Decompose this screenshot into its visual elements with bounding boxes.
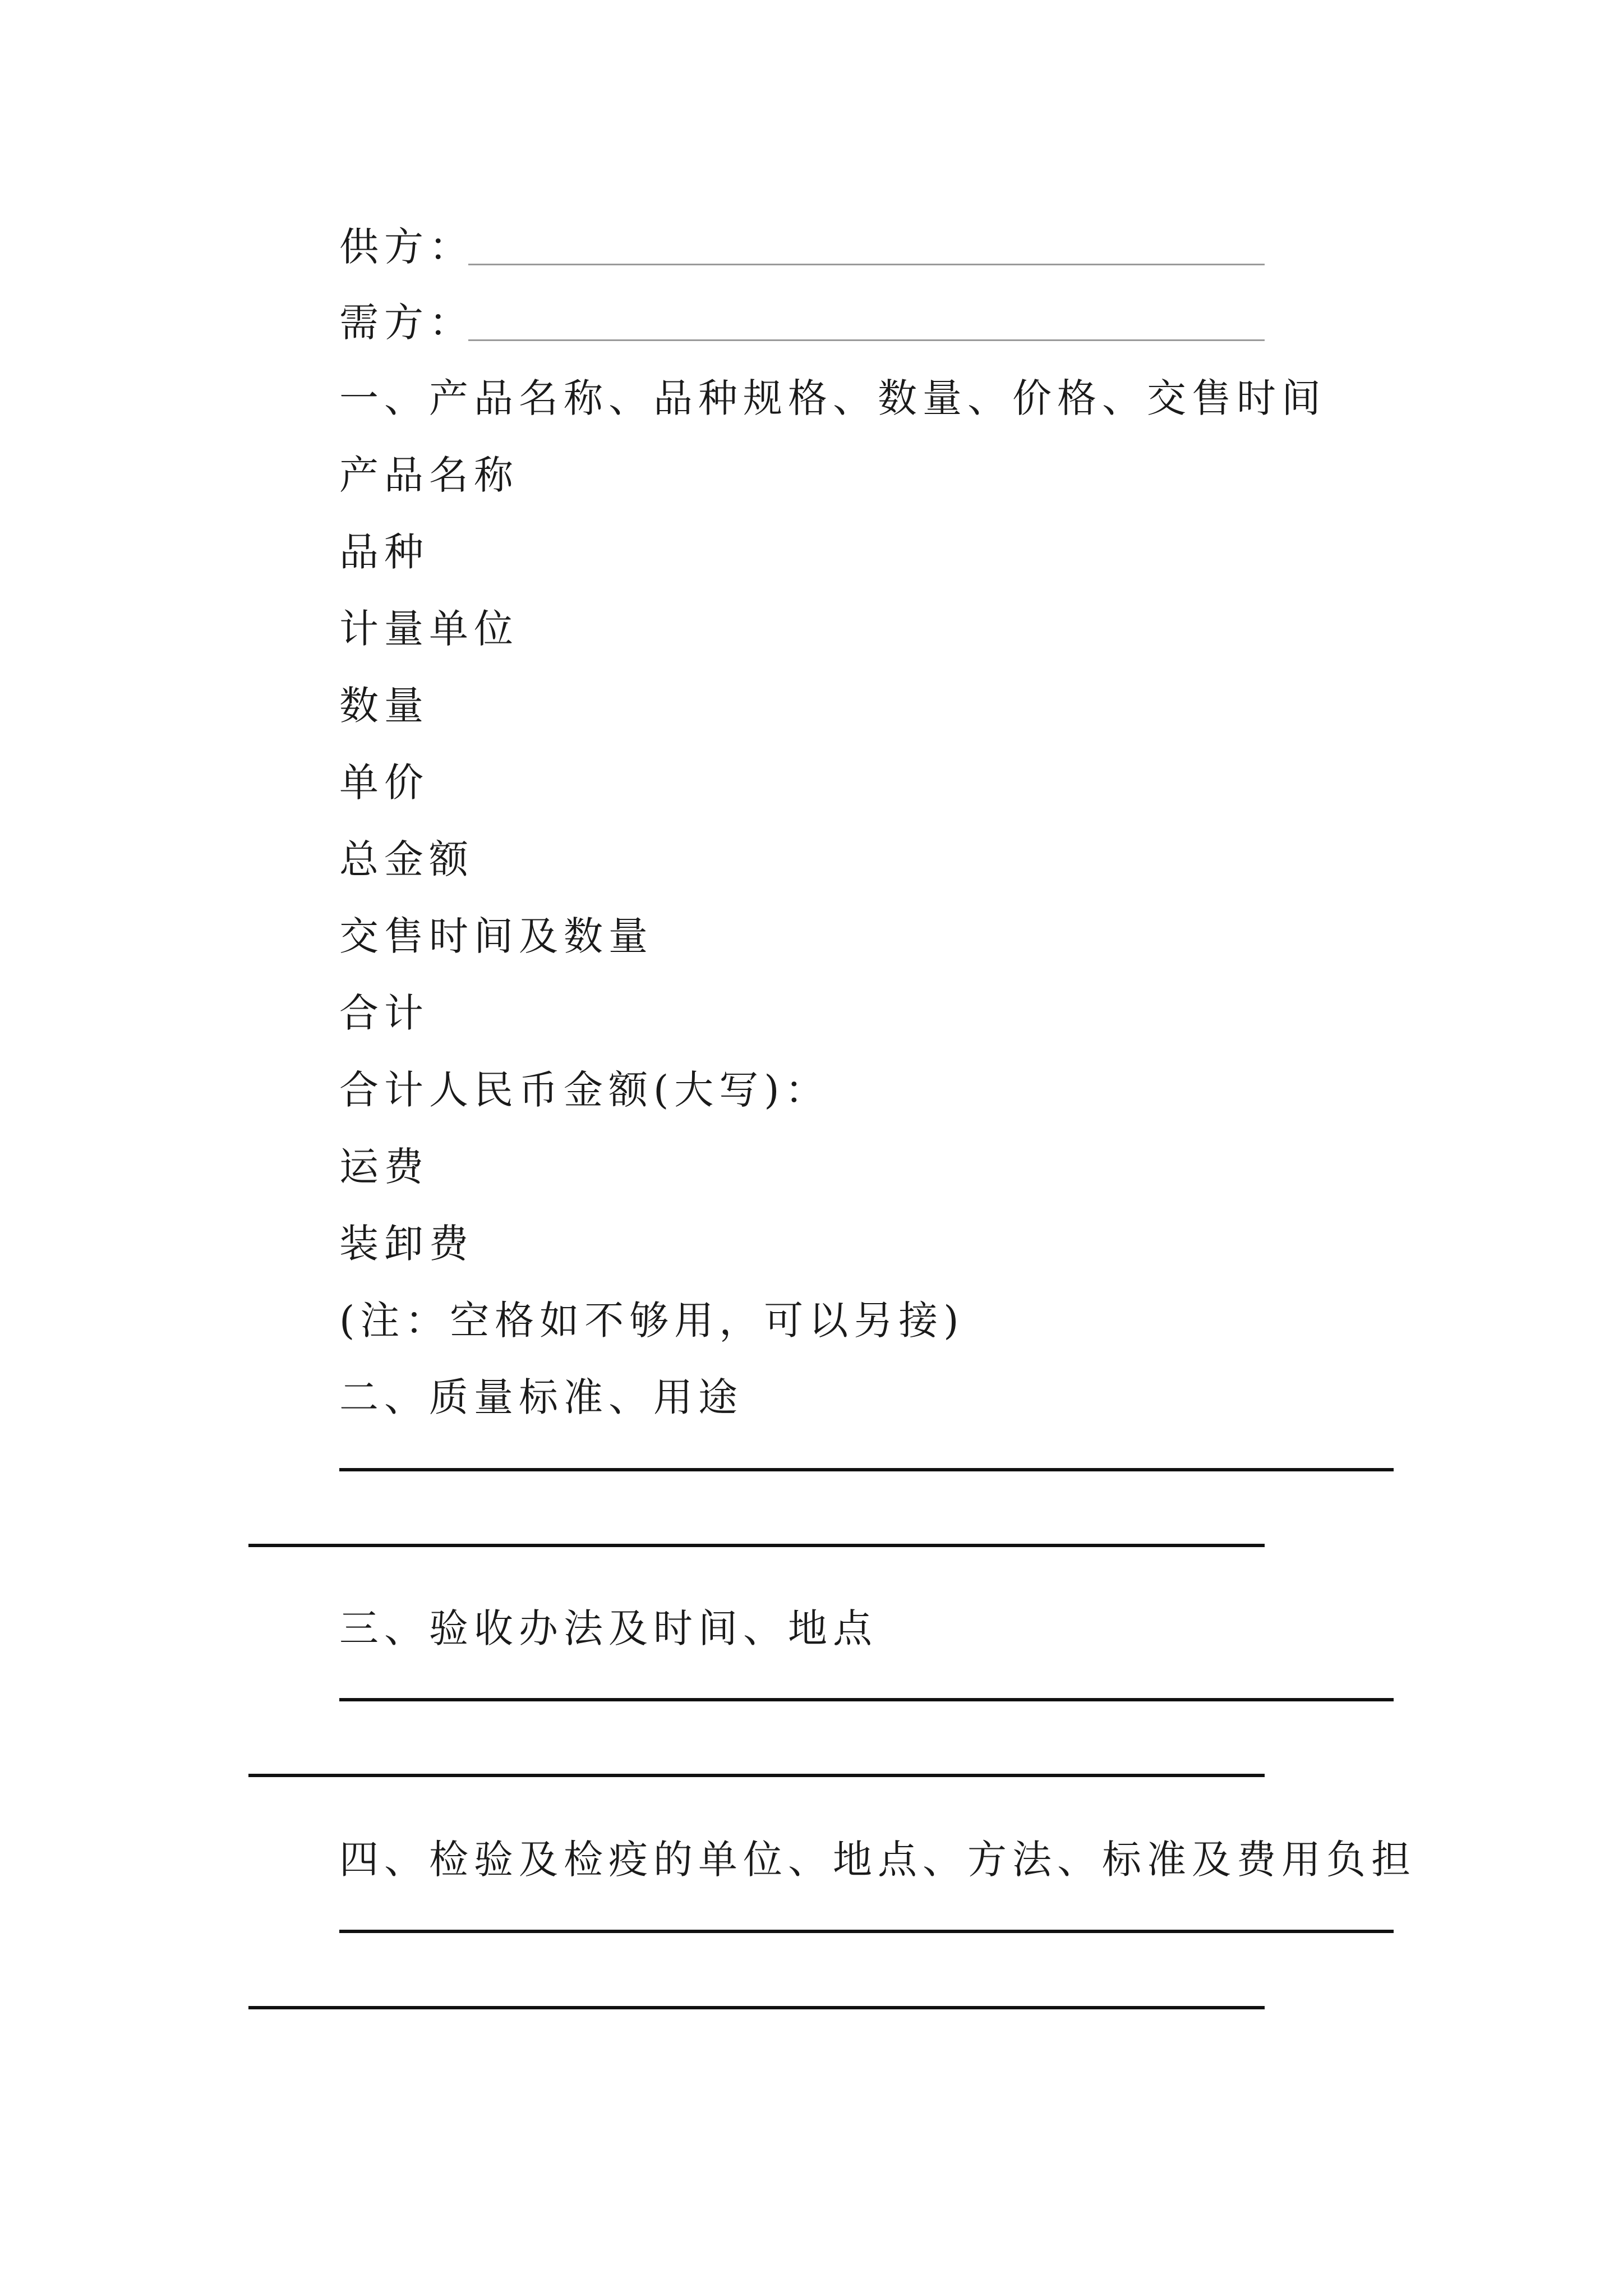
section2-blank-line-2[interactable] [248,1544,1265,1547]
field-handling-fee: 装卸费 [339,1221,474,1267]
section3-blank-line-2[interactable] [248,1774,1265,1777]
section2-heading: 二、质量标准、用途 [339,1374,743,1420]
buyer-blank-line[interactable] [468,339,1265,341]
field-freight: 运费 [339,1144,429,1190]
section4-blank-line-1[interactable] [339,1930,1394,1933]
section3-blank-line-1[interactable] [339,1698,1394,1701]
field-subtotal: 合计 [339,990,429,1036]
field-total-amount: 总金额 [339,836,474,882]
field-quantity: 数量 [339,683,429,729]
field-unit-price: 单价 [339,760,429,806]
field-variety: 品种 [339,529,429,575]
buyer-label: 需方： [339,300,474,346]
section1-heading: 一、产品名称、品种规格、数量、价格、交售时间 [339,375,1326,421]
field-total-rmb-capital: 合计人民币金额(大写)： [339,1067,830,1113]
supplier-label: 供方： [339,224,474,270]
field-note: (注：空格如不够用，可以另接) [339,1297,965,1343]
section4-heading: 四、检验及检疫的单位、地点、方法、标准及费用负担 [339,1837,1416,1883]
field-unit: 计量单位 [339,606,519,652]
section3-heading: 三、验收办法及时间、地点 [339,1605,878,1651]
section4-blank-line-2[interactable] [248,2006,1265,2009]
field-product-name: 产品名称 [339,452,519,498]
field-delivery-time-qty: 交售时间及数量 [339,913,653,959]
section2-blank-line-1[interactable] [339,1468,1394,1471]
supplier-blank-line[interactable] [468,264,1265,265]
